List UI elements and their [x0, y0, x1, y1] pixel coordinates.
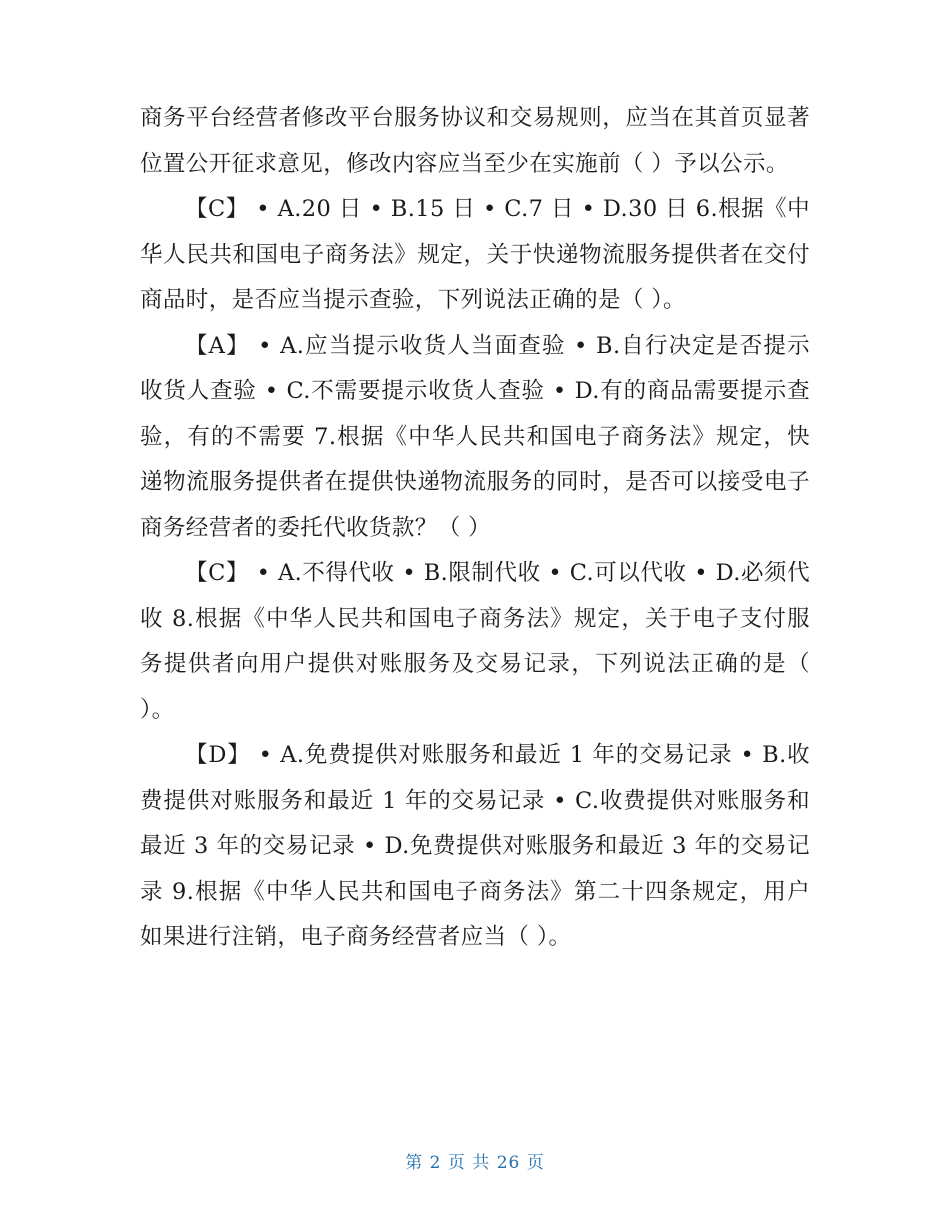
paragraph-answer-5-question-6: 【C】 • A.20 日 • B.15 日 • C.7 日 • D.30 日 6.根据《中华人民共和国电子商务法》规定，关于快递物流服务提供者在交付商品时，是否应当提示查验，下列说法正确的是（ ）。: [140, 196, 810, 313]
paragraph-answer-7-question-8: 【C】 • A.不得代收 • B.限制代收 • C.可以代收 • D.必须代收 8.根据《中华人民共和国电子商务法》规定，关于电子支付服务提供者向用户提供对账服务及交易记录，下列说法正确的是（ ）。: [140, 560, 810, 723]
paragraph-answer-8-question-9: 【D】 • A.免费提供对账服务和最近 1 年的交易记录 • B.收费提供对账服务和最近 1 年的交易记录 • C.收费提供对账服务和最近 3 年的交易记录 • D.免费提供对账服务和最近 3 年的交易记录 9.根据《中华人民共和国电子商务法》第二十四条规定，用户如果进行注销，电子商务经营者应当（ ）。: [140, 742, 810, 950]
page-number-footer: 第 2 页 共 26 页: [405, 1153, 545, 1173]
paragraph-question-5-continued: 商务平台经营者修改平台服务协议和交易规则，应当在其首页显著位置公开征求意见，修改内容应当至少在实施前（ ）予以公示。: [140, 105, 810, 177]
paragraph-answer-6-question-7: 【A】 • A.应当提示收货人当面查验 • B.自行决定是否提示收货人查验 • C.不需要提示收货人查验 • D.有的商品需要提示查验，有的不需要 7.根据《中华人民共和国电子商务法》规定，快递物流服务提供者在提供快递物流服务的同时，是否可以接受电子商务经营者的委托代收货款？（ ）: [140, 332, 810, 541]
document-body: [140, 96, 810, 961]
